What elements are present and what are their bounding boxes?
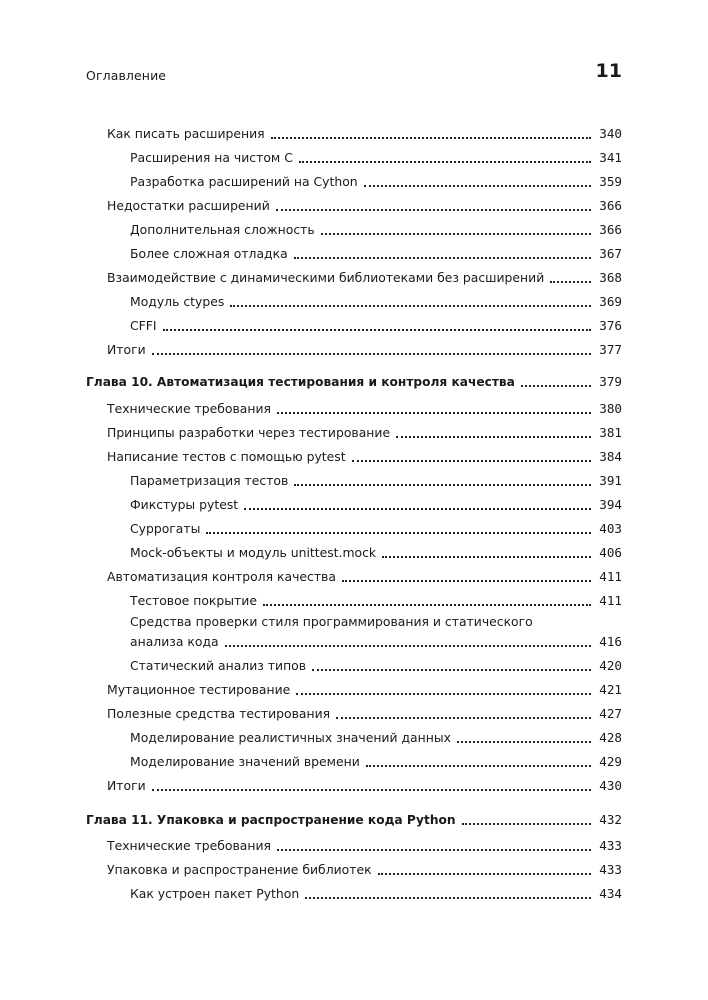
toc-entry-page: 429 <box>599 754 622 769</box>
dot-leader <box>277 849 591 851</box>
running-title: Оглавление <box>86 68 167 83</box>
toc-entry-title: Итоги <box>107 778 146 793</box>
dot-leader <box>336 717 591 719</box>
toc-entry[interactable] <box>130 517 622 537</box>
toc-entry[interactable] <box>107 678 622 698</box>
dot-leader <box>342 580 591 582</box>
dot-leader <box>366 765 591 767</box>
dot-leader <box>276 209 591 211</box>
toc-entry[interactable] <box>130 242 622 262</box>
toc-entry[interactable] <box>130 882 622 902</box>
toc-entry[interactable] <box>107 122 622 142</box>
toc-entry-page: 376 <box>599 318 622 333</box>
dot-leader <box>294 484 591 486</box>
toc-entry-page: 340 <box>599 126 622 141</box>
toc-entry-title: Недостатки расширений <box>107 198 270 213</box>
toc-entry[interactable] <box>107 445 622 465</box>
dot-leader <box>364 185 592 187</box>
toc-entry-title: Суррогаты <box>130 521 201 536</box>
toc-entry-title: Статический анализ типов <box>130 658 307 673</box>
toc-entry-page: 432 <box>599 812 622 827</box>
toc-entry-page: 433 <box>599 838 622 853</box>
toc-entry[interactable] <box>130 290 622 310</box>
toc-entry-page: 379 <box>599 374 622 389</box>
toc-entry-page: 367 <box>599 246 622 261</box>
dot-leader <box>244 508 591 510</box>
toc-entry[interactable] <box>130 218 622 238</box>
dot-leader <box>321 233 592 235</box>
toc-entry-title: CFFI <box>130 318 157 333</box>
dot-leader <box>457 741 591 743</box>
toc-entry-title: Параметризация тестов <box>130 473 289 488</box>
toc-entry-page: 411 <box>599 569 622 584</box>
toc-entry-title: Модуль ctypes <box>130 294 225 309</box>
toc-entry[interactable] <box>107 858 622 878</box>
toc-entry[interactable] <box>130 654 622 674</box>
toc-entry-title: Разработка расширений на Cython <box>130 174 358 189</box>
toc-entry-title: Автоматизация контроля качества <box>107 569 336 584</box>
toc-entry-title-line1: Средства проверки стиля программирования и статического <box>130 614 533 629</box>
toc-entry-page: 377 <box>599 342 622 357</box>
dot-leader <box>152 789 592 791</box>
toc-chapter-entry[interactable] <box>86 370 622 390</box>
toc-entry[interactable] <box>130 726 622 746</box>
toc-chapter-title: Глава 10. Автоматизация тестирования и контроля качества <box>86 375 515 389</box>
toc-entry[interactable] <box>107 702 622 722</box>
toc-entry-title: Взаимодействие с динамическими библиотеками без расширений <box>107 270 545 285</box>
toc-entry-page: 428 <box>599 730 622 745</box>
toc-entry-page: 359 <box>599 174 622 189</box>
toc-entry[interactable] <box>130 170 622 190</box>
dot-leader <box>312 669 591 671</box>
toc-entry[interactable] <box>107 397 622 417</box>
dot-leader <box>296 693 591 695</box>
toc-entry-title: Mock-объекты и модуль unittest.mock <box>130 545 377 560</box>
toc-entry[interactable] <box>130 630 622 650</box>
toc-entry-page: 366 <box>599 198 622 213</box>
toc-entry[interactable] <box>107 834 622 854</box>
toc-entry-page: 420 <box>599 658 622 673</box>
toc-entry-page: 384 <box>599 449 622 464</box>
toc-entry[interactable] <box>107 194 622 214</box>
dot-leader <box>163 329 592 331</box>
dot-leader <box>299 161 591 163</box>
toc-entry[interactable] <box>130 541 622 561</box>
toc-entry-page: 427 <box>599 706 622 721</box>
toc-entry-page: 394 <box>599 497 622 512</box>
toc-entry-title: Итоги <box>107 342 146 357</box>
toc-entry-page: 421 <box>599 682 622 697</box>
dot-leader <box>206 532 591 534</box>
toc-entry[interactable] <box>107 266 622 286</box>
dot-leader <box>352 460 592 462</box>
toc-entry-page: 380 <box>599 401 622 416</box>
dot-leader <box>230 305 591 307</box>
dot-leader <box>550 281 591 283</box>
toc-entry-page: 411 <box>599 593 622 608</box>
toc-entry[interactable] <box>130 314 622 334</box>
dot-leader <box>263 604 591 606</box>
toc-entry-title: Моделирование значений времени <box>130 754 360 769</box>
toc-entry-title: Полезные средства тестирования <box>107 706 331 721</box>
toc-entry-title: Технические требования <box>107 838 271 853</box>
toc-entry-page: 430 <box>599 778 622 793</box>
toc-entry-title: Технические требования <box>107 401 271 416</box>
dot-leader <box>225 645 592 647</box>
toc-entry-page: 433 <box>599 862 622 877</box>
toc-entry-title: Упаковка и распространение библиотек <box>107 862 372 877</box>
toc-entry-title: Тестовое покрытие <box>130 593 257 608</box>
toc-entry-page: 369 <box>599 294 622 309</box>
toc-chapter-title: Глава 11. Упаковка и распространение кода Python <box>86 813 456 827</box>
toc-entry-page: 381 <box>599 425 622 440</box>
toc-entry-page: 434 <box>599 886 622 901</box>
toc-entry-title: Более сложная отладка <box>130 246 288 261</box>
toc-entry-page: 368 <box>599 270 622 285</box>
dot-leader <box>521 385 591 387</box>
toc-entry-title: Моделирование реалистичных значений данных <box>130 730 451 745</box>
toc-entry[interactable] <box>107 565 622 585</box>
toc-entry-title: Дополнительная сложность <box>130 222 315 237</box>
dot-leader <box>277 412 591 414</box>
toc-entry-title: Написание тестов с помощью pytest <box>107 449 346 464</box>
dot-leader <box>271 137 592 139</box>
dot-leader <box>305 897 591 899</box>
toc-entry[interactable] <box>130 469 622 489</box>
toc-entry-title: Расширения на чистом С <box>130 150 293 165</box>
toc-entry-title: Как устроен пакет Python <box>130 886 300 901</box>
toc-chapter-entry[interactable] <box>86 808 622 828</box>
page-number: 11 <box>595 60 622 82</box>
dot-leader <box>382 556 591 558</box>
toc-entry[interactable] <box>130 750 622 770</box>
dot-leader <box>294 257 592 259</box>
toc-entry[interactable] <box>107 338 622 358</box>
dot-leader <box>396 436 591 438</box>
toc-entry[interactable] <box>130 146 622 166</box>
dot-leader <box>378 873 592 875</box>
toc-entry-page: 406 <box>599 545 622 560</box>
toc-entry-title: Как писать расширения <box>107 126 265 141</box>
toc-entry-title: Фикстуры pytest <box>130 497 239 512</box>
toc-entry-page: 416 <box>599 634 622 649</box>
toc-entry-title: Мутационное тестирование <box>107 682 291 697</box>
toc-entry-page: 341 <box>599 150 622 165</box>
toc-entry-title: анализа кода <box>130 634 219 649</box>
page-header <box>86 56 622 92</box>
toc-entry-title: Принципы разработки через тестирование <box>107 425 391 440</box>
toc-entry-page: 366 <box>599 222 622 237</box>
toc-entry-page: 403 <box>599 521 622 536</box>
toc-entry[interactable] <box>107 774 622 794</box>
toc-entry[interactable] <box>130 493 622 513</box>
toc-entry-page: 391 <box>599 473 622 488</box>
dot-leader <box>152 353 592 355</box>
dot-leader <box>462 823 592 825</box>
toc-entry[interactable] <box>107 421 622 441</box>
toc-entry[interactable] <box>130 589 622 609</box>
